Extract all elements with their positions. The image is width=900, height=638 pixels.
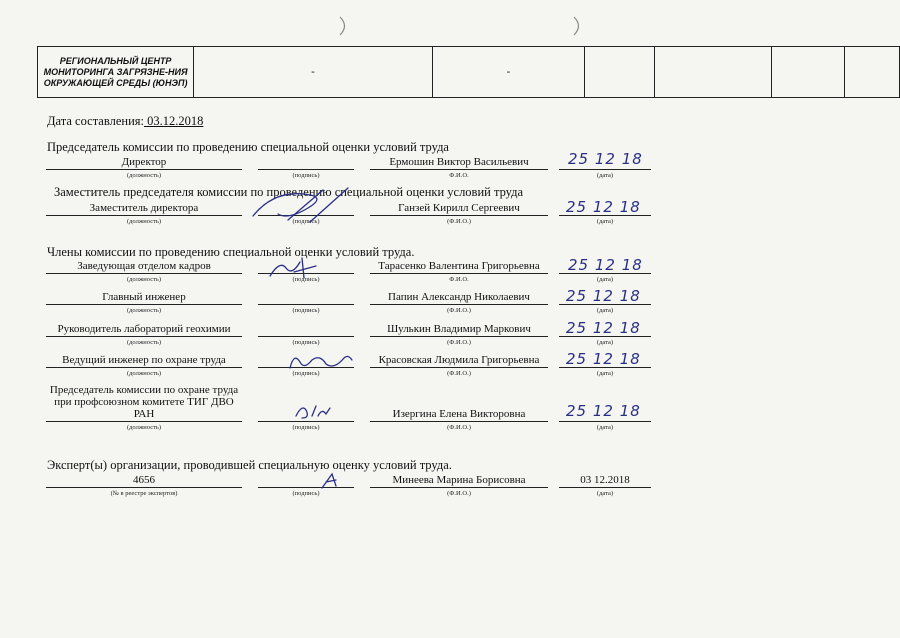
- date-text: 03 12.2018: [580, 474, 630, 486]
- registry-caption: (№ в реестре экспертов): [110, 490, 178, 497]
- signature-caption: (подпись): [292, 172, 320, 179]
- fio-text: Ганзей Кирилл Сергеевич: [398, 202, 520, 214]
- position-text: Председатель комиссии по охране труда при профсоюзном комитете ТИГ ДВО РАН: [49, 384, 239, 420]
- signature-line: [370, 336, 548, 337]
- handwritten-date: 25 12 18: [568, 150, 643, 168]
- registry-number: 4656: [133, 474, 155, 486]
- date-label: Дата составления:: [47, 114, 144, 128]
- expert-row: [0, 470, 900, 500]
- position-caption: (должность): [126, 370, 162, 377]
- signature-image: [248, 186, 358, 226]
- signature-line: [258, 304, 354, 305]
- position-text: Ведущий инженер по охране труда: [62, 354, 226, 366]
- signature-line: [46, 215, 242, 216]
- position-text: Руководитель лабораторий геохимии: [57, 323, 231, 335]
- signature-line: [46, 169, 242, 170]
- signature-line: [46, 336, 242, 337]
- date-caption: (дата): [596, 218, 614, 225]
- signature-line: [258, 169, 354, 170]
- organization-table: [37, 46, 900, 98]
- handwritten-date: 25 12 18: [566, 350, 641, 368]
- deputy-heading: Заместитель председателя комиссии по проведению специальной оценки условий труда: [54, 185, 524, 199]
- handwritten-date: 25 12 18: [566, 319, 641, 337]
- signature-line: [46, 487, 242, 488]
- date-caption: (дата): [596, 370, 614, 377]
- fio-text: Папин Александр Николаевич: [388, 291, 530, 303]
- handwritten-date: 25 12 18: [566, 198, 641, 216]
- signature-caption: (подпись): [292, 490, 320, 497]
- position-caption: (должность): [126, 307, 162, 314]
- position-text: Заведующая отделом кадров: [77, 260, 211, 272]
- fio-caption: (Ф.И.О.): [447, 218, 471, 225]
- punch-hole: [336, 15, 350, 37]
- signature-line: [370, 169, 548, 170]
- deputy-row: [0, 198, 900, 228]
- fio-caption: (Ф.И.О.): [447, 370, 471, 377]
- signature-line: [46, 273, 242, 274]
- signature-caption: (подпись): [292, 218, 320, 225]
- chair-heading: Председатель комиссии по проведению специальной оценки условий труда: [47, 140, 449, 154]
- date-caption: (дата): [596, 490, 614, 497]
- fio-text: Ермошин Виктор Васильевич: [389, 156, 529, 168]
- signature-line: [370, 367, 548, 368]
- position-text: Главный инженер: [102, 291, 186, 303]
- date-caption: (дата): [596, 276, 614, 283]
- expert-heading: Эксперт(ы) организации, проводившей специальную оценку условий труда.: [47, 458, 452, 472]
- member-row: [0, 256, 900, 286]
- handwritten-date: 25 12 18: [568, 256, 643, 274]
- signature-line: [370, 487, 548, 488]
- punch-hole: [570, 15, 584, 37]
- date-caption: (дата): [596, 307, 614, 314]
- table-cell: [655, 47, 772, 98]
- chair-row: [0, 152, 900, 182]
- signature-caption: (подпись): [292, 370, 320, 377]
- signature-caption: (подпись): [292, 276, 320, 283]
- position-caption: (должность): [126, 424, 162, 431]
- signature-line: [370, 273, 548, 274]
- fio-caption: (Ф.И.О.): [447, 339, 471, 346]
- signature-line: [46, 367, 242, 368]
- signature-line: [370, 421, 548, 422]
- signature-caption: (подпись): [292, 339, 320, 346]
- date-caption: (дата): [596, 172, 614, 179]
- signature-caption: (подпись): [292, 307, 320, 314]
- signature-line: [258, 336, 354, 337]
- fio-text: Шулькин Владимир Маркович: [387, 323, 531, 335]
- fio-caption: Ф.И.О.: [449, 276, 469, 283]
- org-name-cell: РЕГИОНАЛЬНЫЙ ЦЕНТР МОНИТОРИНГА ЗАГРЯЗНЕ-НИЯ ОКРУЖАЮЩЕЙ СРЕДЫ (ЮНЭП): [38, 47, 194, 98]
- signature-line: [559, 421, 651, 422]
- member-row: [0, 319, 900, 349]
- signature-line: [370, 215, 548, 216]
- table-cell: [772, 47, 844, 98]
- signature-caption: (подпись): [292, 424, 320, 431]
- signature-line: [46, 421, 242, 422]
- position-text: Директор: [121, 156, 167, 168]
- fio-text: Красовская Людмила Григорьевна: [378, 354, 540, 366]
- signature-image: [318, 470, 344, 492]
- signature-line: [370, 304, 548, 305]
- table-cell: [844, 47, 899, 98]
- fio-caption: (Ф.И.О.): [447, 424, 471, 431]
- fio-caption: (Ф.И.О.): [447, 490, 471, 497]
- signature-line: [46, 304, 242, 305]
- handwritten-date: 25 12 18: [566, 402, 641, 420]
- compile-date: [47, 114, 203, 129]
- date-value: 03.12.2018: [144, 114, 204, 128]
- signature-image: [292, 402, 336, 422]
- position-text: Заместитель директора: [89, 202, 199, 214]
- fio-caption: Ф.И.О.: [449, 172, 469, 179]
- position-caption: (должность): [126, 339, 162, 346]
- member-row: [0, 287, 900, 317]
- date-caption: (дата): [596, 339, 614, 346]
- handwritten-date: 25 12 18: [566, 287, 641, 305]
- signature-line: [559, 169, 651, 170]
- fio-text: Тарасенко Валентина Григорьевна: [378, 260, 540, 272]
- signature-line: [559, 487, 651, 488]
- table-cell: -: [432, 47, 584, 98]
- members-heading: Члены комиссии по проведению специальной оценки условий труда.: [47, 245, 415, 259]
- signature-image: [286, 350, 356, 374]
- table-cell: -: [194, 47, 433, 98]
- fio-caption: (Ф.И.О.): [447, 307, 471, 314]
- member-row: [0, 350, 900, 380]
- fio-text: Изергина Елена Викторовна: [392, 408, 526, 420]
- position-caption: (должность): [126, 276, 162, 283]
- fio-text: Минеева Марина Борисовна: [392, 474, 526, 486]
- position-caption: (должность): [126, 172, 162, 179]
- signature-image: [266, 256, 326, 282]
- position-caption: (должность): [126, 218, 162, 225]
- table-cell: [585, 47, 655, 98]
- member-row: [0, 382, 900, 434]
- date-caption: (дата): [596, 424, 614, 431]
